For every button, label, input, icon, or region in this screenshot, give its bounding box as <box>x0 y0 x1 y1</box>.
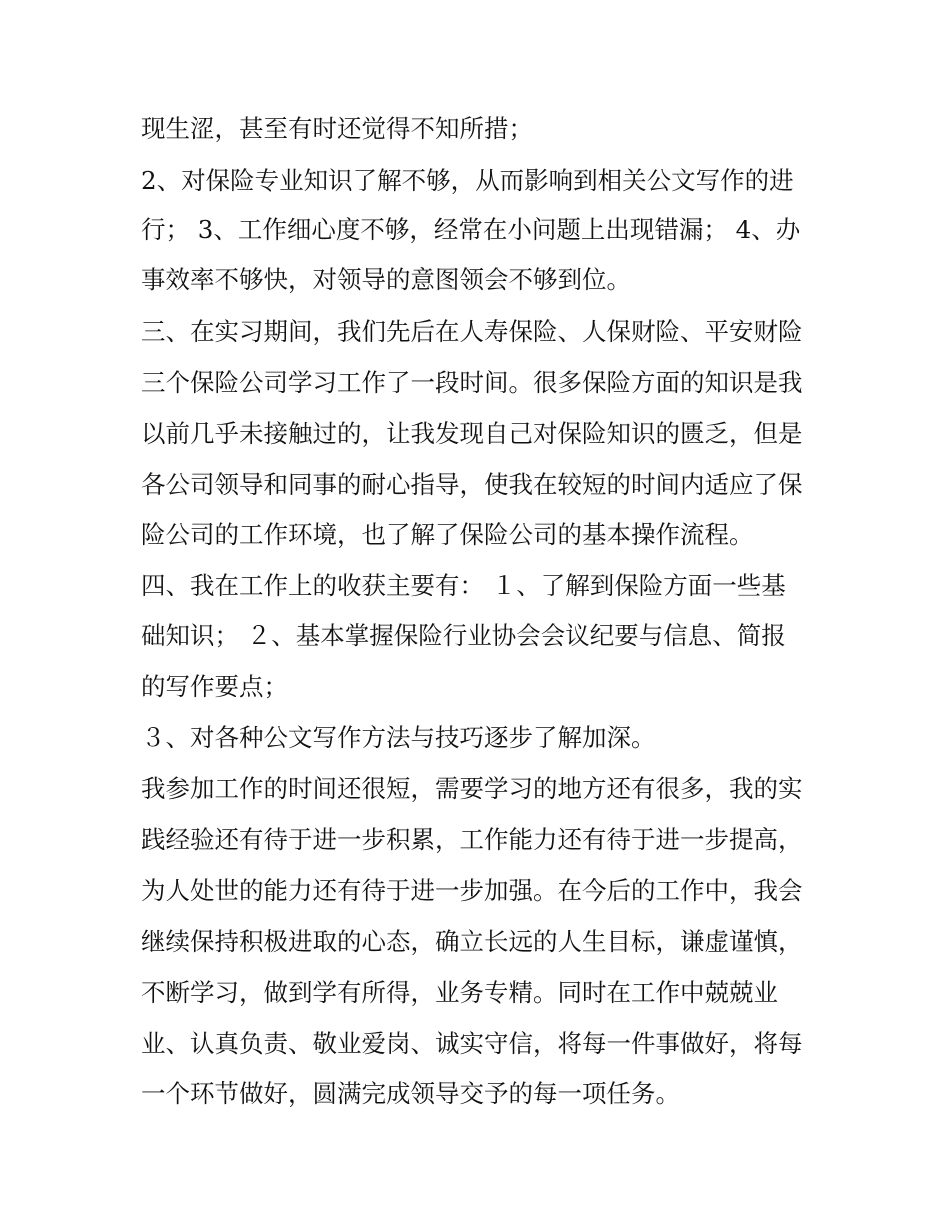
text-line: 以前几乎未接触过的，让我发现自己对保险知识的匮乏，但是 <box>141 419 803 448</box>
text-line: 的写作要点； <box>141 672 288 701</box>
text-line: 为人处世的能力还有待于进一步加强。在今后的工作中，我会 <box>141 876 803 905</box>
text-line: 三个保险公司学习工作了一段时间。很多保险方面的知识是我 <box>141 368 803 397</box>
text-line: 一个环节做好，圆满完成领导交予的每一项任务。 <box>141 1079 680 1108</box>
text-line: 业、认真负责、敬业爱岗、诚实守信，将每一件事做好，将每 <box>141 1029 803 1058</box>
text-line: 础知识； ２、基本掌握保险行业协会会议纪要与信息、简报 <box>141 621 786 650</box>
text-line: 我参加工作的时间还很短，需要学习的地方还有很多，我的实 <box>141 774 803 803</box>
text-line: 现生涩，甚至有时还觉得不知所措； <box>141 114 533 143</box>
text-line: 各公司领导和同事的耐心指导，使我在较短的时间内适应了保 <box>141 470 803 499</box>
text-line: ３、对各种公文写作方法与技巧逐步了解加深。 <box>141 723 656 752</box>
text-line: 继续保持积极进取的心态，确立长远的人生目标，谦虚谨慎， <box>141 927 803 956</box>
text-line: 事效率不够快，对领导的意图领会不够到位。 <box>141 265 631 294</box>
text-line: 不断学习，做到学有所得，业务专精。同时在工作中兢兢业 <box>141 978 778 1007</box>
text-line: 践经验还有待于进一步积累，工作能力还有待于进一步提高， <box>141 825 803 854</box>
text-line: 四、我在工作上的收获主要有： １、了解到保险方面一些基 <box>141 571 786 600</box>
text-line: 2、对保险专业知识了解不够，从而影响到相关公文写作的进 <box>141 166 794 195</box>
text-line: 险公司的工作环境，也了解了保险公司的基本操作流程。 <box>141 520 754 549</box>
text-line: 三、在实习期间，我们先后在人寿保险、人保财险、平安财险 <box>141 317 803 346</box>
text-line: 行； 3、工作细心度不够，经常在小问题上出现错漏； 4、办 <box>141 215 801 244</box>
